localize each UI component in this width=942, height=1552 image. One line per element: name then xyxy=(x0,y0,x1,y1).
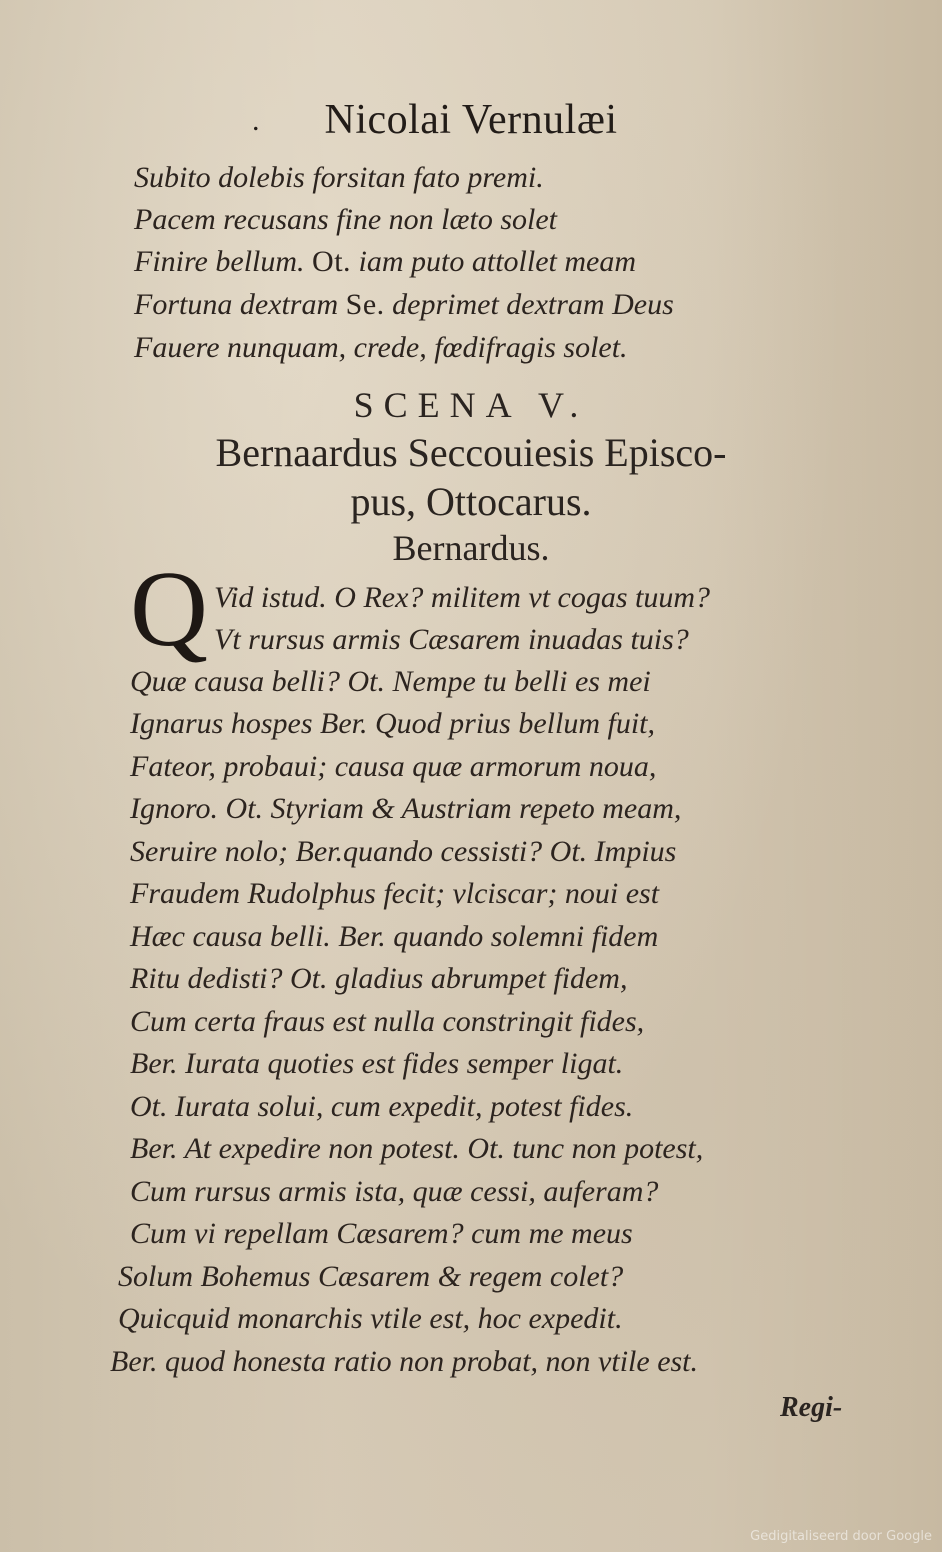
dialogue-line: Cum rursus armis ista, quæ cessi, auferam? xyxy=(130,1175,659,1208)
drop-capital: Q xyxy=(130,550,208,669)
dialogue-line: Ber. Iurata quoties est fides semper ligat. xyxy=(130,1047,624,1080)
verse-line: Fortuna dextram Se. deprimet dextram Deus xyxy=(134,288,674,321)
dialogue-line: Fateor, probaui; causa quæ armorum noua, xyxy=(130,750,657,783)
dialogue-line: Vt rursus armis Cæsarem inuadas tuis? xyxy=(214,623,689,656)
speaker-name: Bernardus. xyxy=(392,528,550,568)
scene-heading: SCENA V. xyxy=(353,385,589,425)
dramatis-personae xyxy=(0,428,942,526)
running-header xyxy=(0,96,942,144)
dialogue-line: Ber. quod honesta ratio non probat, non vtile est. xyxy=(110,1345,699,1378)
dialogue-line: Ot. Iurata solui, cum expedit, potest fides. xyxy=(130,1090,634,1123)
dialogue-line: Quæ causa belli? Ot. Nempe tu belli es mei xyxy=(130,665,651,698)
dialogue-line: Solum Bohemus Cæsarem & regem colet? xyxy=(118,1260,624,1293)
dialogue-line: Cum vi repellam Cæsarem? cum me meus xyxy=(130,1217,633,1250)
dialogue-line: Ritu dedisti? Ot. gladius abrumpet fidem, xyxy=(130,962,628,995)
dialogue-line: Cum certa fraus est nulla constringit fides, xyxy=(130,1005,645,1038)
dialogue-line: Seruire nolo; Ber.quando cessisti? Ot. Impius xyxy=(130,835,677,868)
digitization-watermark: Gedigitaliseerd door Google xyxy=(750,1529,932,1544)
verse-line: Finire bellum. Ot. iam puto attollet meam xyxy=(134,245,637,278)
dialogue-line: Fraudem Rudolphus fecit; vlciscar; noui est xyxy=(130,877,660,910)
header-mark: . xyxy=(252,104,260,137)
persons-line: pus, Ottocarus. xyxy=(350,479,592,524)
verse-line: Subito dolebis forsitan fato premi. xyxy=(134,161,544,194)
verse-line: Fauere nunquam, crede, fœdifragis solet. xyxy=(134,331,628,364)
persons-line: Bernaardus Seccouiesis Episco- xyxy=(215,430,727,475)
speaker-abbrev: Ot. xyxy=(312,245,352,278)
verse-line: Pacem recusans fine non læto solet xyxy=(134,203,557,236)
dialogue-line: Ignarus hospes Ber. Quod prius bellum fuit, xyxy=(130,707,655,740)
speaker-abbrev: Se. xyxy=(345,288,385,321)
dialogue-line: Ignoro. Ot. Styriam & Austriam repeto meam, xyxy=(130,792,682,825)
dialogue-line: Vid istud. O Rex? militem vt cogas tuum? xyxy=(214,581,711,614)
catchword: Regi- xyxy=(780,1392,843,1423)
header-title: Nicolai Vernulæi xyxy=(324,97,618,143)
dialogue-line: Ber. At expedire non potest. Ot. tunc non potest, xyxy=(130,1132,704,1165)
dialogue-line: Quicquid monarchis vtile est, hoc expedit. xyxy=(118,1302,623,1335)
dialogue-line: Hæc causa belli. Ber. quando solemni fidem xyxy=(130,920,659,953)
